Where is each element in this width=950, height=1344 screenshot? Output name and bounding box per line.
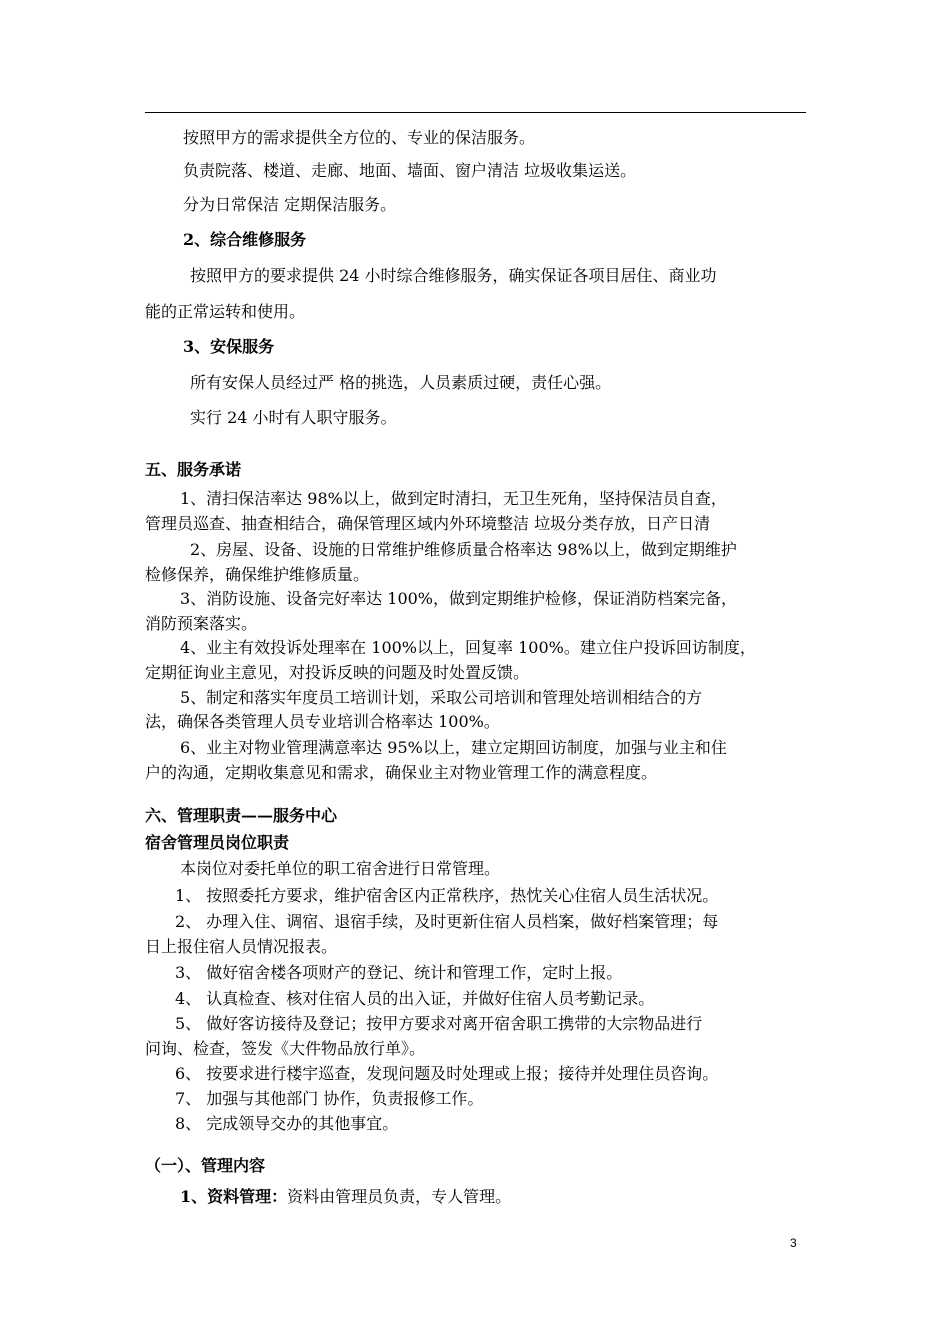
text-line: 分为日常保洁 定期保洁服务。 (183, 195, 397, 214)
text-line: 3、消防设施、设备完好率达 100%，做到定期维护检修，保证消防档案完备， (180, 589, 738, 608)
text-line: 负责院落、楼道、走廊、地面、墙面、窗户清洁 垃圾收集运送。 (183, 161, 637, 180)
text-line: 日上报住宿人员情况报表。 (145, 937, 338, 956)
section-heading: （一）、管理内容 (145, 1156, 266, 1175)
section-heading: 2、综合维修服务 (183, 230, 307, 249)
text-line: 1、清扫保洁率达 98%以上，做到定时清扫，无卫生死角，坚持保洁员自查， (180, 489, 727, 508)
text-line: 按照甲方的要求提供 24 小时综合维修服务，确实保证各项目居住、商业功 (190, 266, 717, 285)
text-line: 管理员巡查、抽查相结合，确保管理区域内外环境整洁 垃圾分类存放，日产日清 (145, 514, 711, 533)
text-line: 消防预案落实。 (145, 614, 258, 633)
section-heading: 3、安保服务 (183, 337, 275, 356)
text-line: 能的正常运转和使用。 (145, 302, 306, 321)
text-line: 按照甲方的需求提供全方位的、专业的保洁服务。 (183, 128, 536, 147)
list-item: 1、 按照委托方要求，维护宿舍区内正常秩序，热忱关心住宿人员生活状况。 (175, 886, 719, 905)
text-line: 6、业主对物业管理满意率达 95%以上，建立定期回访制度，加强与业主和住 (180, 738, 727, 757)
text-line: 户的沟通，定期收集意见和需求，确保业主对物业管理工作的满意程度。 (145, 763, 658, 782)
text-line: 实行 24 小时有人职守服务。 (190, 408, 397, 427)
list-item: 2、 办理入住、调宿、退宿手续，及时更新住宿人员档案，做好档案管理；每 (175, 912, 719, 931)
page-number: 3 (790, 1236, 797, 1250)
text-line: 所有安保人员经过严 格的挑选，人员素质过硬，责任心强。 (190, 373, 612, 392)
chapter-heading: 五、服务承诺 (145, 460, 242, 479)
list-item: 7、 加强与其他部门 协作，负责报修工作。 (175, 1089, 484, 1108)
list-item: 3、 做好宿舍楼各项财产的登记、统计和管理工作，定时上报。 (175, 963, 623, 982)
inline-label: 1、资料管理： (180, 1187, 288, 1206)
inline-text: 资料由管理员负责，专人管理。 (287, 1187, 512, 1206)
text-line: 5、制定和落实年度员工培训计划，采取公司培训和管理处培训相结合的方 (180, 688, 703, 707)
list-item: 4、 认真检查、核对住宿人员的出入证，并做好住宿人员考勤记录。 (175, 989, 655, 1008)
text-line: 问询、检查，签发《大件物品放行单》。 (145, 1039, 426, 1058)
list-item: 6、 按要求进行楼宇巡查，发现问题及时处理或上报；接待并处理住员咨询。 (175, 1064, 719, 1083)
list-item: 8、 完成领导交办的其他事宜。 (175, 1114, 399, 1133)
text-line: 2、房屋、设备、设施的日常维护维修质量合格率达 98%以上，做到定期维护 (190, 540, 737, 559)
text-line: 法，确保各类管理人员专业培训合格率达 100%。 (145, 712, 500, 731)
text-line: 定期征询业主意见，对投诉反映的问题及时处置反馈。 (145, 663, 530, 682)
text-line: 本岗位对委托单位的职工宿舍进行日常管理。 (180, 859, 501, 878)
text-line: 检修保养，确保维护维修质量。 (145, 565, 370, 584)
text-line: 4、业主有效投诉处理率在 100%以上，回复率 100%。建立住户投诉回访制度， (180, 638, 756, 657)
chapter-heading: 六、管理职责——服务中心 (145, 806, 338, 825)
header-rule (145, 112, 806, 113)
list-item: 5、 做好客访接待及登记；按甲方要求对离开宿舍职工携带的大宗物品进行 (175, 1014, 703, 1033)
section-heading: 宿舍管理员岗位职责 (145, 833, 290, 852)
text-line (180, 1187, 511, 1207)
